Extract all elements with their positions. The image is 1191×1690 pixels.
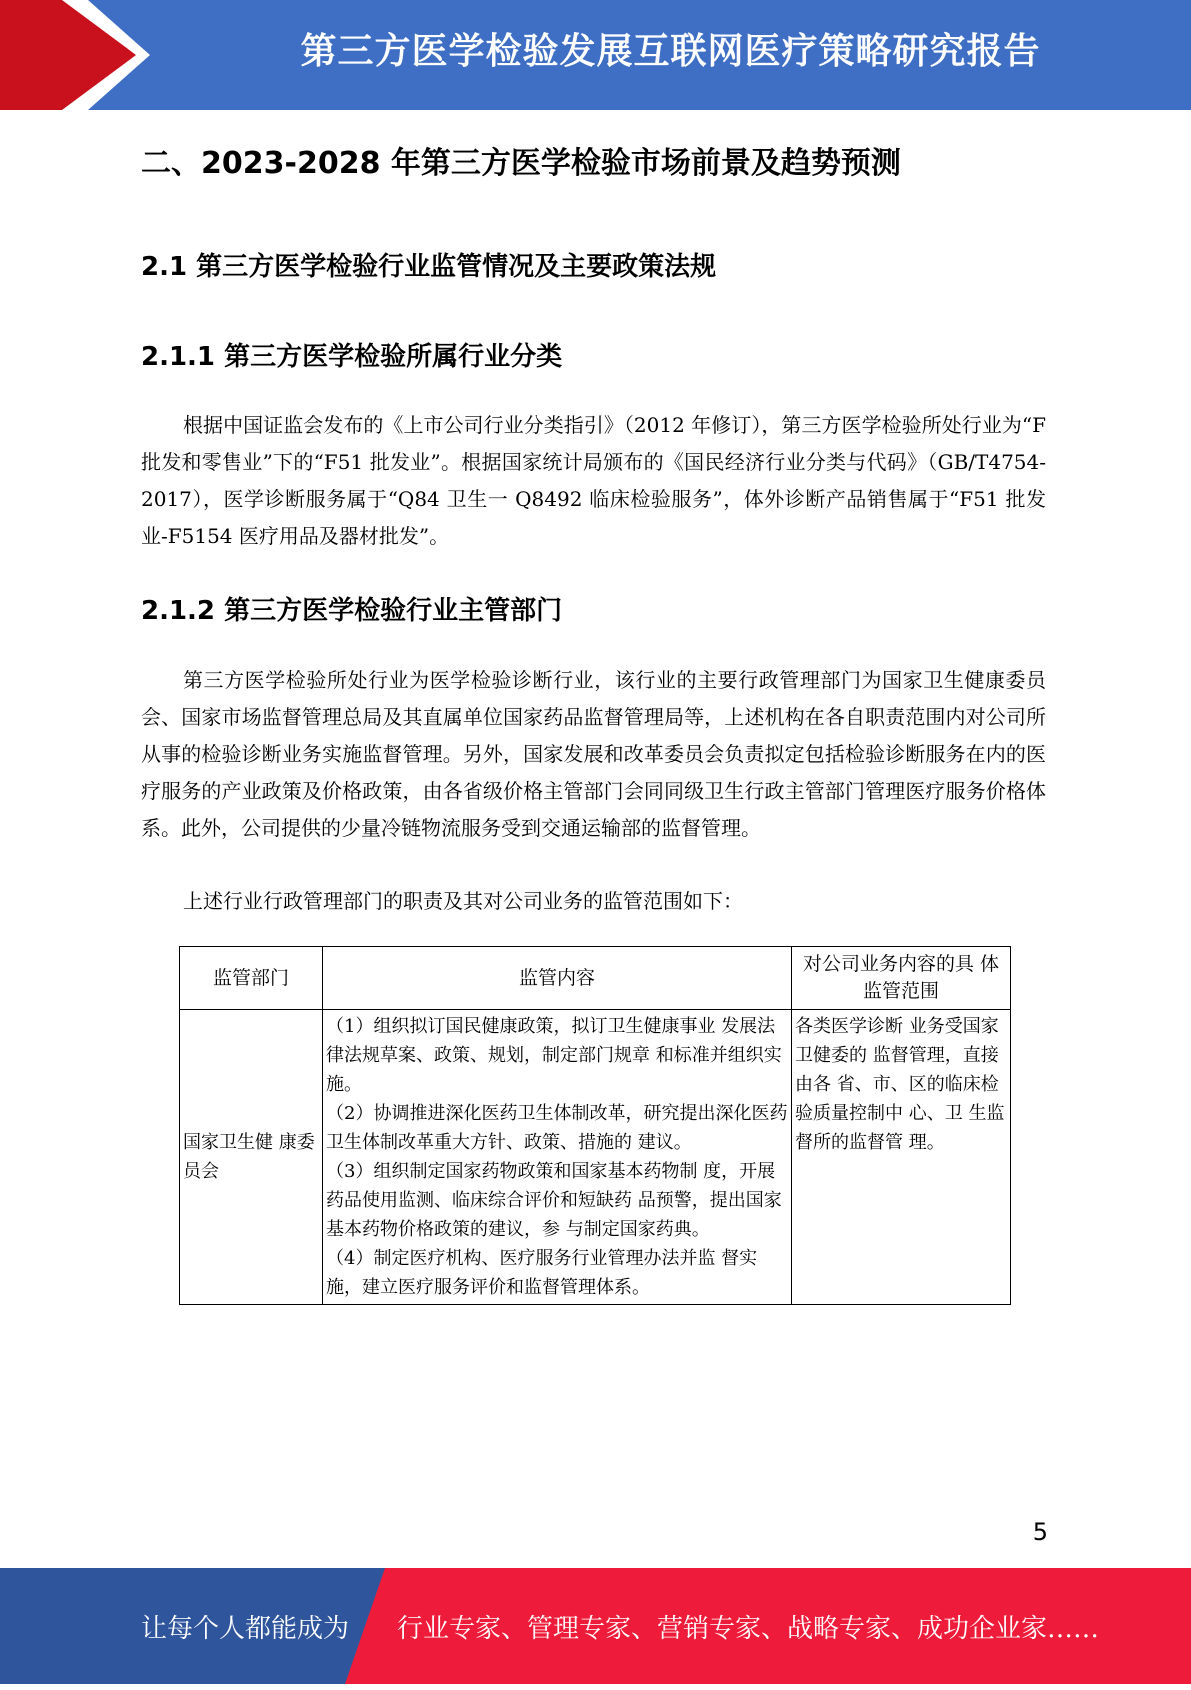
content-item-4: （4）制定医疗机构、医疗服务行业管理办法并监 督实施，建立医疗服务评价和监督管理体系。 <box>326 1248 758 1298</box>
header-content: 监管内容 <box>323 947 792 1010</box>
header-scope: 对公司业务内容的具 体监管范围 <box>792 947 1011 1010</box>
footer-band <box>0 1568 1191 1684</box>
report-title: 第三方医学检验发展互联网医疗策略研究报告 <box>300 31 1041 72</box>
cell-content <box>323 1010 792 1305</box>
table-header-row <box>180 947 1011 1010</box>
footer-slogan-left: 让每个人都能成为 <box>141 1614 350 1644</box>
header-band <box>0 0 1191 110</box>
table-intro-paragraph: 上述行业行政管理部门的职责及其对公司业务的监管范围如下： <box>183 889 743 913</box>
subsection-2-1-1-title: 2.1.1 第三方医学检验所属行业分类 <box>141 342 563 372</box>
header-chevron-icon <box>0 0 160 110</box>
cell-dept: 国家卫生健 康委员会 <box>180 1010 323 1305</box>
content-item-3: （3）组织制定国家药物政策和国家基本药物制 度，开展药品使用监测、临床综合评价和短缺药 品预警，提出国家基本药物价格政策的建议，参 与制定国家药典。 <box>326 1161 782 1240</box>
subsection-2-1-2-title: 2.1.2 第三方医学检验行业主管部门 <box>141 596 563 626</box>
table-row <box>180 1010 1011 1305</box>
subsection-2-1-title: 2.1 第三方医学检验行业监管情况及主要政策法规 <box>141 252 717 282</box>
header-dept: 监管部门 <box>180 947 323 1010</box>
regulation-table <box>179 946 1011 1305</box>
industry-classification-paragraph: 根据中国证监会发布的《上市公司行业分类指引》（2012 年修订），第三方医学检验所处行业为“F 批发和零售业”下的“F51 批发业”。根据国家统计局颁布的《国民经济行业分类与代码》（GB/T4754-2017），医学诊断服务属于“Q84 卫生一 Q8492 临床检验服务”，体外诊断产品销售属于“F51 批发业-F5154 医疗用品及器材批发”。 <box>141 413 1046 548</box>
page-number: 5 <box>1032 1518 1048 1546</box>
regulatory-authority-paragraph: 第三方医学检验所处行业为医学检验诊断行业，该行业的主要行政管理部门为国家卫生健康委员会、国家市场监督管理总局及其直属单位国家药品监督管理局等，上述机构在各自职责范围内对公司所从事的检验诊断业务实施监督管理。另外，国家发展和改革委员会负责拟定包括检验诊断服务在内的医疗服务的产业政策及价格政策，由各省级价格主管部门会同同级卫生行政主管部门管理医疗服务价格体系。此外，公司提供的少量冷链物流服务受到交通运输部的监督管理。 <box>141 668 1046 840</box>
content-item-2: （2）协调推进深化医药卫生体制改革，研究提出深化医药卫生体制改革重大方针、政策、措施的 建议。 <box>326 1103 788 1153</box>
content-item-1: （1）组织拟订国民健康政策，拟订卫生健康事业 发展法律法规草案、政策、规划，制定部门规章 和标准并组织实施。 <box>326 1016 782 1095</box>
section-title: 二、2023-2028 年第三方医学检验市场前景及趋势预测 <box>141 146 901 181</box>
cell-scope: 各类医学诊断 业务受国家卫健委的 监督管理，直接由各 省、市、区的临床检验质量控制中 心、卫 生监督所的监督管 理。 <box>792 1010 1011 1305</box>
footer-slogan-right: 行业专家、管理专家、营销专家、战略专家、成功企业家…… <box>397 1614 1100 1644</box>
